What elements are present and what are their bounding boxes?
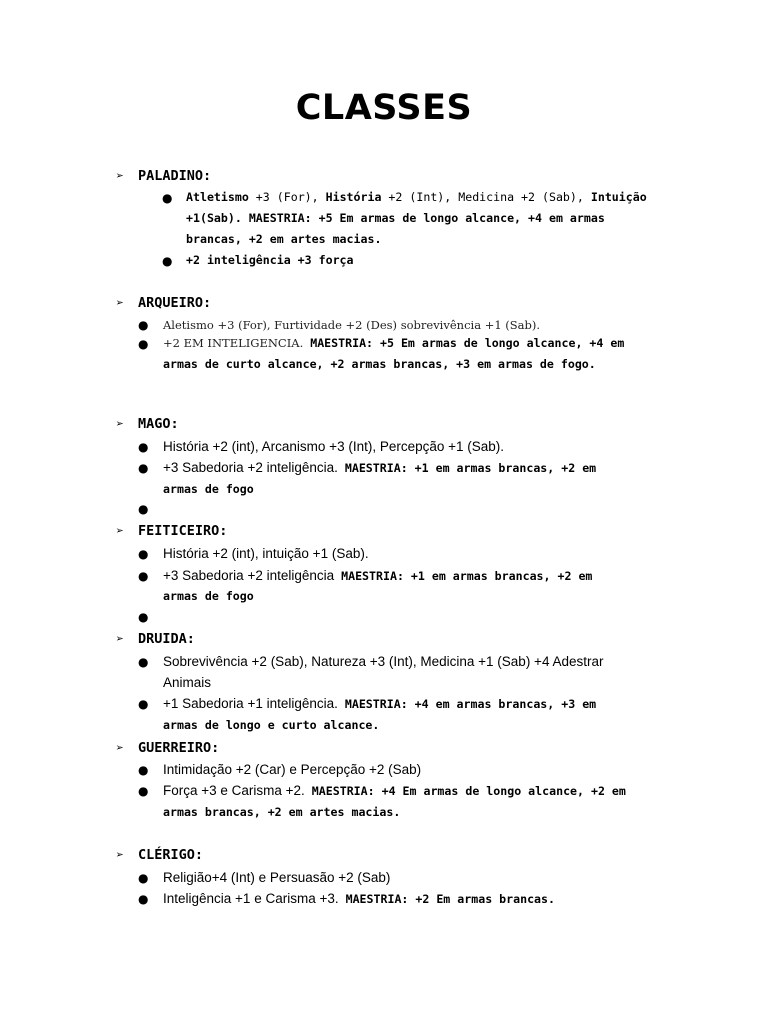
arqueiro-skills: Aletismo +3 (For), Furtividade +2 (Des) sobrevivência +1 (Sab).: [163, 318, 541, 332]
paladino-skill-line-1: Atletismo +3 (For), História +2 (Int), Medicina +2 (Sab), Intuição: [186, 190, 647, 204]
arrowhead-bullet-icon: ➢: [116, 740, 124, 756]
heading-guerreiro: ➢ GUERREIRO:: [116, 740, 220, 756]
clerigo-attributes-line-1: Inteligência +1 e Carisma +3. MAESTRIA: +2 Em armas brancas.: [163, 891, 555, 906]
arrowhead-bullet-icon: ➢: [116, 295, 124, 311]
arrowhead-bullet-icon: ➢: [116, 168, 124, 184]
bullet-icon: ●: [138, 461, 149, 475]
bullet-icon: ●: [138, 763, 149, 777]
heading-arqueiro: ➢ ARQUEIRO:: [116, 295, 212, 311]
druida-skills-line-2: Animais: [163, 675, 212, 690]
druida-skills-line-1: Sobrevivência +2 (Sab), Natureza +3 (Int), Medicina +1 (Sab) +4 Adestrar: [163, 654, 604, 669]
heading-clerigo: ➢ CLÉRIGO:: [116, 847, 204, 863]
bullet-icon: ●: [138, 547, 149, 561]
guerreiro-attributes-line-2: armas brancas, +2 em artes macias.: [163, 805, 401, 819]
mago-skills: História +2 (int), Arcanismo +3 (Int), Percepção +1 (Sab).: [163, 439, 505, 454]
heading-paladino: ➢ PALADINO:: [116, 168, 212, 184]
arrowhead-bullet-icon: ➢: [116, 416, 124, 432]
bullet-icon: ●: [162, 191, 173, 205]
bullet-icon: ●: [138, 569, 149, 583]
arrowhead-bullet-icon: ➢: [116, 631, 124, 647]
bullet-icon: ●: [138, 697, 149, 711]
mago-attributes-line-1: +3 Sabedoria +2 inteligência. MAESTRIA: +1 em armas brancas, +2 em: [163, 460, 597, 475]
mago-attributes-line-2: armas de fogo: [163, 482, 254, 496]
bullet-icon: ●: [138, 655, 149, 669]
arrowhead-bullet-icon: ➢: [116, 847, 124, 863]
page-title: CLASSES: [295, 88, 473, 128]
bullet-icon: ●: [138, 337, 149, 351]
feiticeiro-attributes-line-1: +3 Sabedoria +2 inteligência MAESTRIA: +1 em armas brancas, +2 em: [163, 568, 593, 583]
heading-mago: ➢ MAGO:: [116, 416, 179, 432]
arqueiro-attributes-line-1: +2 EM INTELIGENCIA. MAESTRIA: +5 Em armas de longo alcance, +4 em: [163, 336, 625, 350]
heading-druida: ➢ DRUIDA:: [116, 631, 195, 647]
bullet-icon: ●: [138, 440, 149, 454]
bullet-icon: ●: [138, 871, 149, 885]
clerigo-skills: Religião+4 (Int) e Persuasão +2 (Sab): [163, 870, 391, 885]
bullet-icon: ●: [162, 254, 173, 268]
druida-attributes-line-1: +1 Sabedoria +1 inteligência. MAESTRIA: +4 em armas brancas, +3 em: [163, 696, 597, 711]
bullet-icon: ●: [138, 502, 149, 516]
bullet-icon: ●: [138, 892, 149, 906]
paladino-skill-line-3: brancas, +2 em artes macias.: [186, 232, 382, 246]
arrowhead-bullet-icon: ➢: [116, 523, 124, 539]
heading-feiticeiro: ➢ FEITICEIRO:: [116, 523, 228, 539]
bullet-icon: ●: [138, 784, 149, 798]
bullet-icon: ●: [138, 610, 149, 624]
paladino-skill-line-2: +1(Sab). MAESTRIA: +5 Em armas de longo alcance, +4 em armas: [186, 211, 605, 225]
paladino-attributes: +2 inteligência +3 força: [186, 253, 354, 267]
feiticeiro-attributes-line-2: armas de fogo: [163, 589, 254, 603]
feiticeiro-skills: História +2 (int), intuição +1 (Sab).: [163, 546, 369, 561]
bullet-icon: ●: [138, 318, 149, 332]
arqueiro-attributes-line-2: armas de curto alcance, +2 armas brancas, +3 em armas de fogo.: [163, 357, 596, 371]
guerreiro-attributes-line-1: Força +3 e Carisma +2. MAESTRIA: +4 Em armas de longo alcance, +2 em: [163, 783, 626, 798]
guerreiro-skills: Intimidação +2 (Car) e Percepção +2 (Sab): [163, 762, 422, 777]
druida-attributes-line-2: armas de longo e curto alcance.: [163, 718, 380, 732]
